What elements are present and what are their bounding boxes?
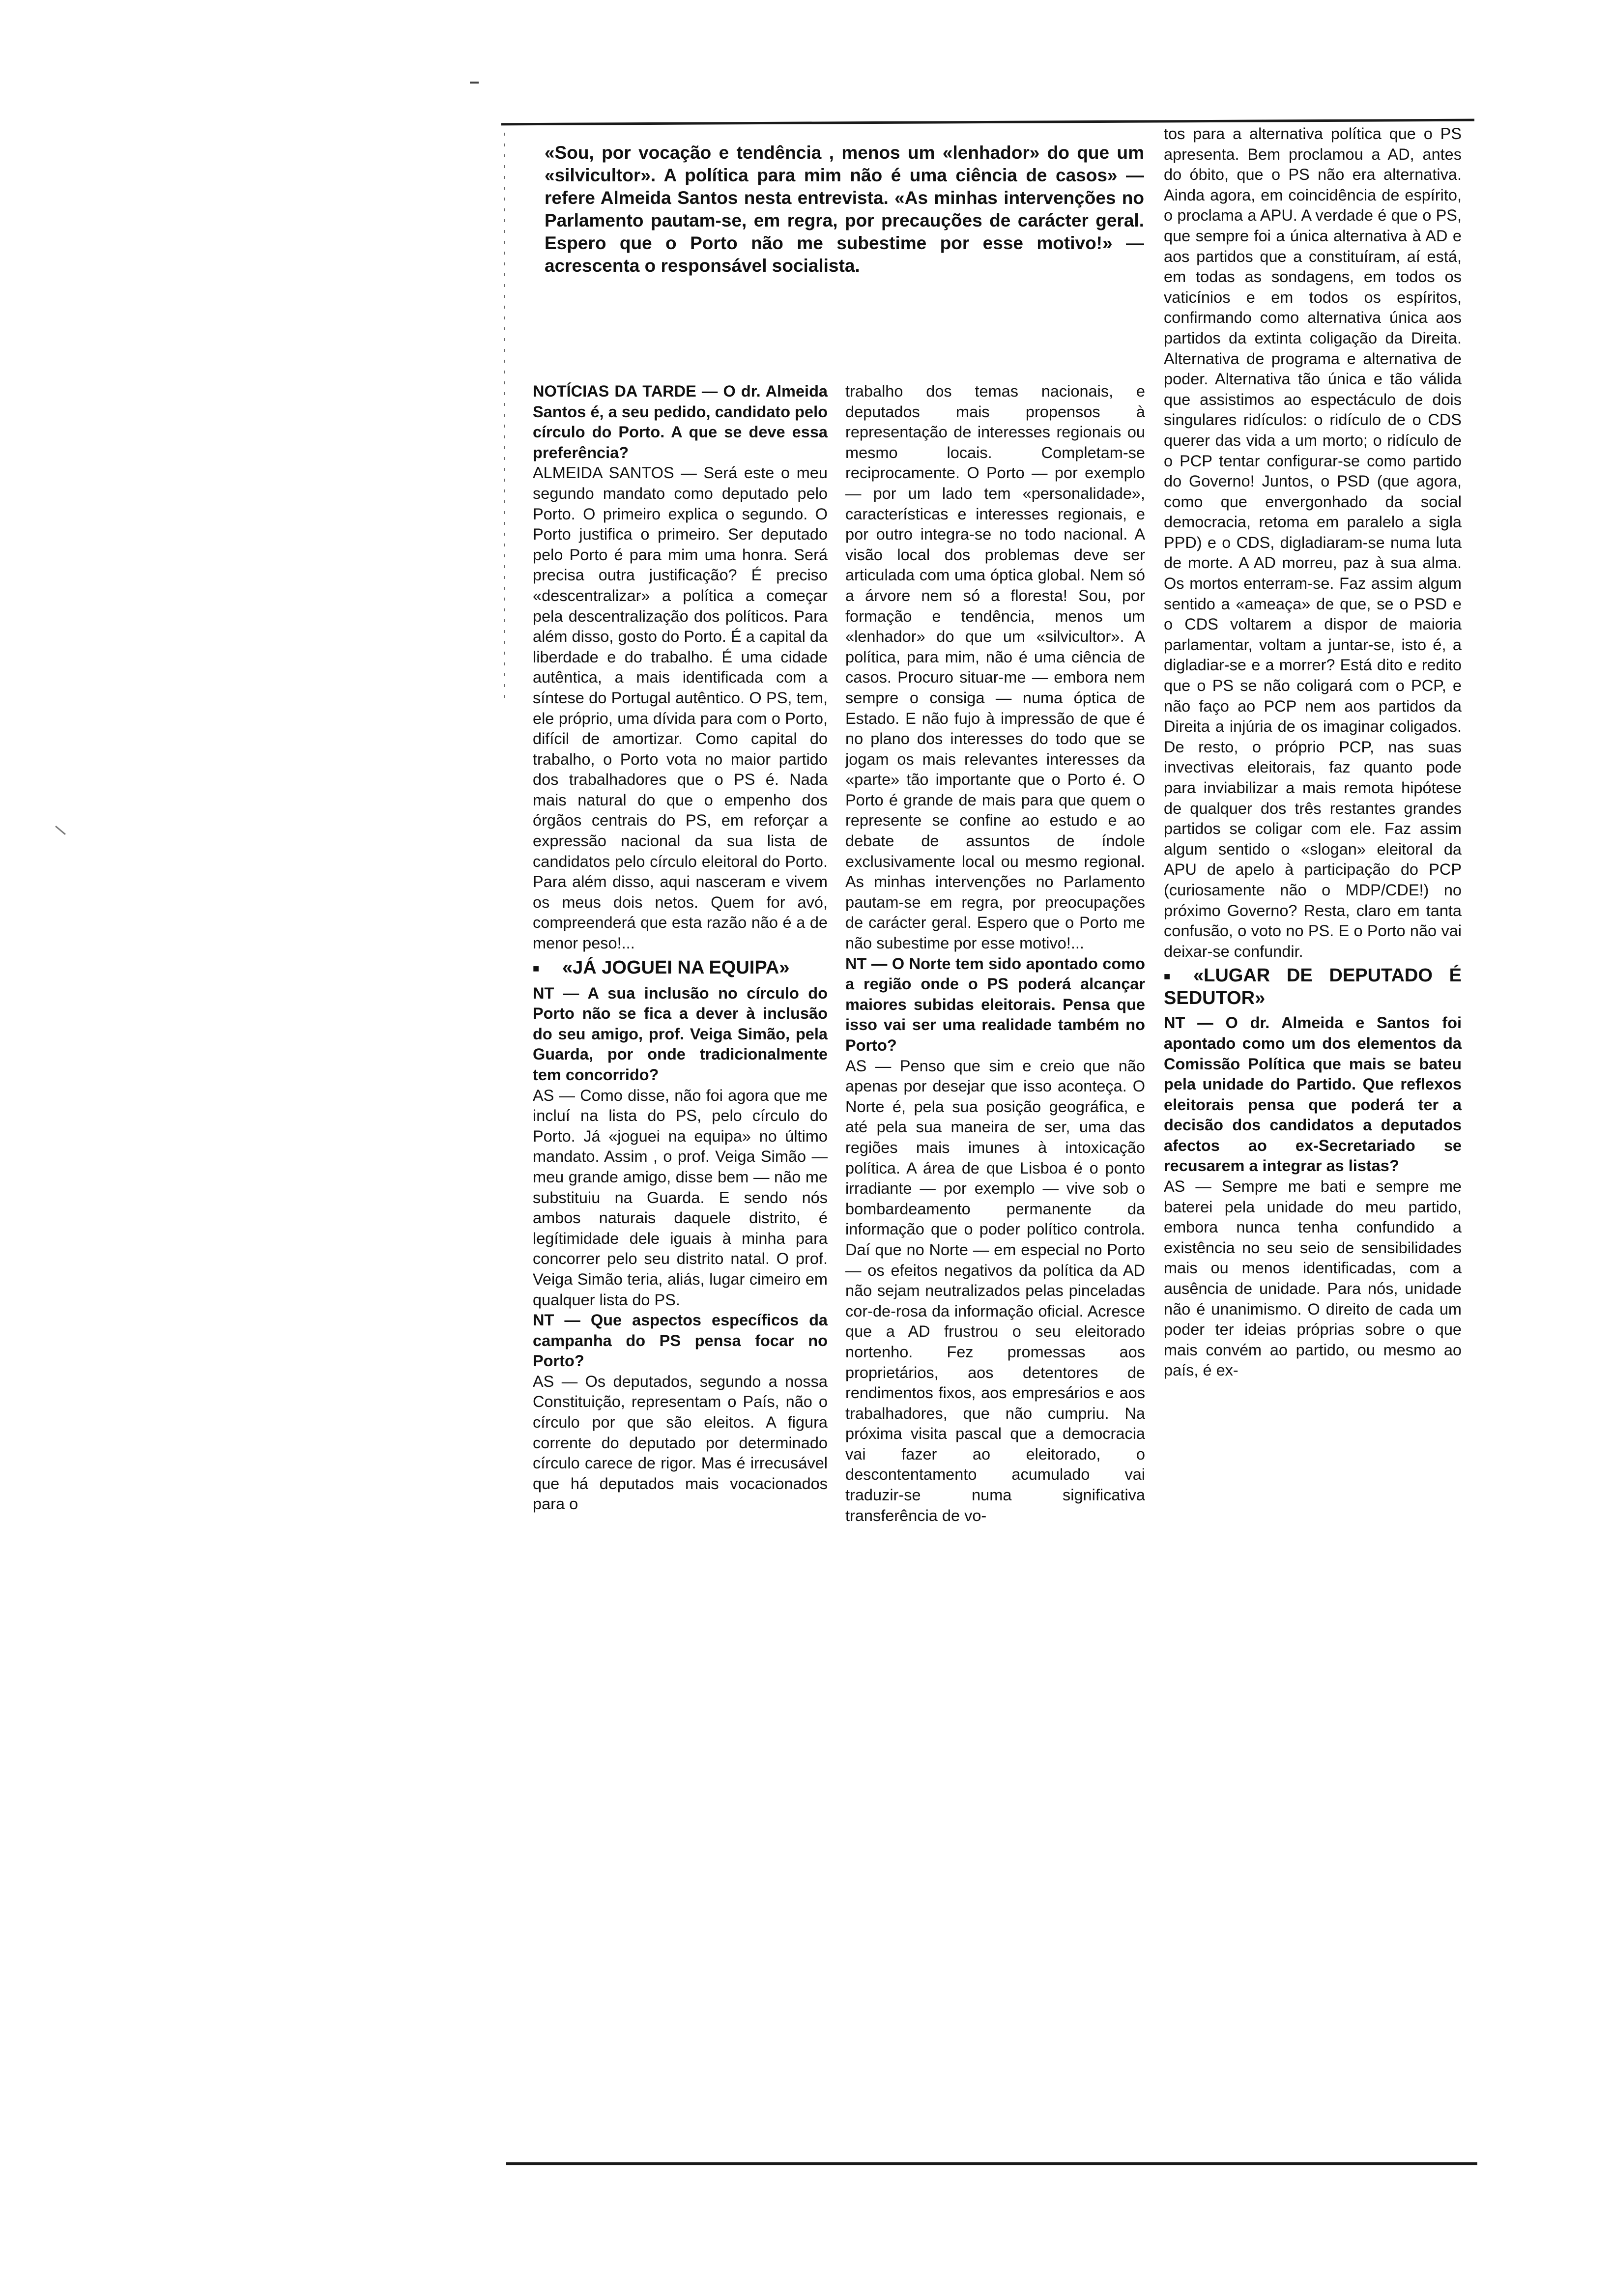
answer-2: AS — Como disse, não foi agora que me incluí na lista do PS, pelo círculo do Porto. Já «joguei na equipa» no último mandato. Assim , o prof. Veiga Simão — meu grande amigo, disse bem — não me substituiu na Guarda. E sendo nós ambos naturais daquele distrito, é legítimidade dele iguais à minha para concorrer pelo seu distrito natal. O prof. Veiga Simão teria, aliás, lugar cimeiro em qualquer lista do PS. <box>533 1086 828 1309</box>
article-column-3 <box>1164 124 1462 1381</box>
answer-4: AS — Penso que sim e creio que não apenas por desejar que isso aconteça. O Norte é, pela sua posição geográfica, e até pela sua maneira de ser, uma das regiões mais imunes à intoxicação política. A área de que Lisboa é o ponto irradiante — por exemplo — vive sob o bombardeamento permanente da informação que o poder político controla. Daí que no Norte — em especial no Porto — os efeitos negativos da política da AD não sejam neutralizados pelas pinceladas cor-de-rosa da informação oficial. Acresce que a AD frustrou o seu eleitorado nortenho. Fez promessas aos proprietários, aos detentores de rendimentos fixos, aos empresários e aos trabalhadores, que não cumpriu. Na próxima visita pascal que a democracia vai fazer ao eleitorado, o descontentamento acumulado vai traduzir-se numa significativa transferência de vo- <box>845 1057 1145 1524</box>
question-4: NT — O Norte tem sido apontado como a região onde o PS poderá alcançar maiores subidas eleitorais. Pensa que isso vai ser uma realidade também no Porto? <box>845 954 1145 1054</box>
subheading-text: «LUGAR DE DEPUTADO É SEDUTOR» <box>1164 965 1462 1009</box>
answer-5: AS — Sempre me bati e sempre me baterei pela unidade do meu partido, embora nunca tenha confundido a existência no seu seio de sensibilidades mais ou menos identificadas, com a ausência de unidade. Para nós, unidade não é unanimismo. O direito de cada um poder ter ideias próprias sobre o que mais convém ao partido, ou mesmo ao país, é ex- <box>1164 1177 1462 1379</box>
answer-3: AS — Os deputados, segundo a nossa Constituição, representam o País, não o círculo por que são eleitos. A figura corrente do deputado por determinado círculo carece de rigor. Mas é irrecusável que há deputados mais vocacionados para o <box>533 1372 828 1513</box>
subheading-lugar-de-deputado <box>1164 965 1462 1009</box>
question-5: NT — O dr. Almeida e Santos foi apontado como um dos elementos da Comissão Política que mais se bateu pela unidade do Partido. Que reflexos eleitorais pensa que poderá ter a decisão dos candidatos a deputados afectos ao ex-Secretariado se recusarem a integrar as listas? <box>1164 1014 1462 1175</box>
answer-3-continued: trabalho dos temas nacionais, e deputados mais propensos à representação de interesses regionais ou mesmo locais. Completam-se reciprocamente. O Porto — por exemplo — por um lado tem «personalidade», características e interesses regionais, e por outro integra-se no todo nacional. A visão local dos problemas deve ser articulada com uma óptica global. Nem só a árvore nem só a floresta! Sou, por formação e tendência, menos um «lenhador» do que um «silvicultor». A política, para mim, não é uma ciência de casos. Procuro situar-me — embora nem sempre o consiga — numa óptica de Estado. E não fujo à impressão de que é no plano dos interesses do todo que se jogam os mais relevantes interesses da «parte» tão importante que o Porto é. O Porto é grande de mais para que quem o represente se confine ao estudo e ao debate de assuntos de índole exclusivamente local ou mesmo regional. As minhas intervenções no Parlamento pautam-se em regra, por preocupações de carácter geral. Espero que o Porto me não subestime por esse motivo!... <box>845 382 1145 952</box>
page-dash-mark <box>470 82 479 84</box>
clipping-bottom-rule <box>506 2162 1477 2165</box>
answer-4-continued: tos para a alternativa política que o PS apresenta. Bem proclamou a AD, antes do óbito, que o PS não era alternativa. Ainda agora, em coincidência de espírito, o proclama a APU. A verdade é que o PS, que sempre foi a única alternativa à AD e aos partidos que a constituíram, aí está, em todas as sondagens, em todos os vaticínios e em todos os espíritos, confirmando como alternativa única aos partidos da extinta coligação da Direita. Alternativa de programa e alternativa de poder. Alternativa tão única e tão válida que assistimos ao espectáculo de dois singulares ridículos: o ridículo de o CDS querer das vida a um morto; o ridículo de o PCP tentar configurar-se como partido do Governo! Juntos, o PSD (que agora, como que envergonhado da social democracia, retoma em paralelo a sigla PPD) e o CDS, digladiaram-se numa luta de morte. A AD morreu, paz à sua alma. Os mortos enterram-se. Faz assim algum sentido a «ameaça» de que, se o PSD e o CDS voltarem a dispor de maioria parlamentar, voltam a juntar-se, isto é, a digladiar-se e a morrer? Está dito e redito que o PS se não coligará com o PCP, e não faço ao PCP nem aos partidos da Direita a injúria de os imaginar coligados. De resto, o próprio PCP, nas suas invectivas eleitorais, faz quanto pode para inviabilizar a mais remota hipótese de qualquer dos três restantes grandes partidos se coligar com ele. Faz assim algum sentido o «slogan» eleitoral da APU de apelo à participação do PCP (curiosamente não o MDP/CDE!) no próximo Governo? Resta, claro em tanta confusão, o voto no PS. E o Porto não vai deixar-se confundir. <box>1164 125 1462 960</box>
question-2: NT — A sua inclusão no círculo do Porto não se fica a dever à inclusão do seu amigo, prof. Veiga Simão, pela Guarda, por onde tradicionalmente tem concorrido? <box>533 984 828 1084</box>
article-column-2 <box>845 381 1145 1526</box>
article-intro: «Sou, por vocação e tendência , menos um «lenhador» do que um «silvicultor». A política para mim não é uma ciência de casos» — refere Almeida Santos nesta entrevista. «As minhas intervenções no Parlamento pautam-se, em regra, por precauções de carácter geral. Espero que o Porto não me subestime por esse motivo!» — acrescenta o responsável socialista. <box>545 143 1144 276</box>
page-tick-mark <box>55 826 66 835</box>
article-column-1 <box>533 381 828 1515</box>
question-1: NOTÍCIAS DA TARDE — O dr. Almeida Santos é, a seu pedido, candidato pelo círculo do Porto. A que se deve essa preferência? <box>533 382 828 461</box>
subheading-text: «JÁ JOGUEI NA EQUIPA» <box>562 957 790 978</box>
question-3: NT — Que aspectos específicos da campanha do PS pensa focar no Porto? <box>533 1311 828 1370</box>
answer-1: ALMEIDA SANTOS — Será este o meu segundo mandato como deputado pelo Porto. O primeiro explica o segundo. O Porto justifica o primeiro. Ser deputado pelo Porto é para mim uma honra. Será precisa outra justificação? É preciso «descentralizar» a política a começar pela descentralização dos políticos. Para além disso, gosto do Porto. É a capital da liberdade e do trabalho. É uma cidade autêntica, a mais identificada com a síntese do Portugal autêntico. O PS, tem, ele próprio, uma dívida para com o Porto, difícil de amortizar. Como capital do trabalho, o Porto vota no maior partido dos trabalhadores que o PS é. Nada mais natural do que o empenho dos órgãos centrais do PS, em reforçar a expressão nacional da sua lista de candidatos pelo círculo eleitoral do Porto. Para além disso, aqui nasceram e vivem os meus dois netos. Quem for avó, compreenderá que esta razão não é a de menor peso!... <box>533 464 828 952</box>
bullet-square-icon: ■ <box>1164 970 1171 983</box>
bullet-square-icon: ■ <box>533 962 540 975</box>
subheading-ja-joguei <box>533 957 828 979</box>
clipping-left-edge <box>504 133 505 703</box>
